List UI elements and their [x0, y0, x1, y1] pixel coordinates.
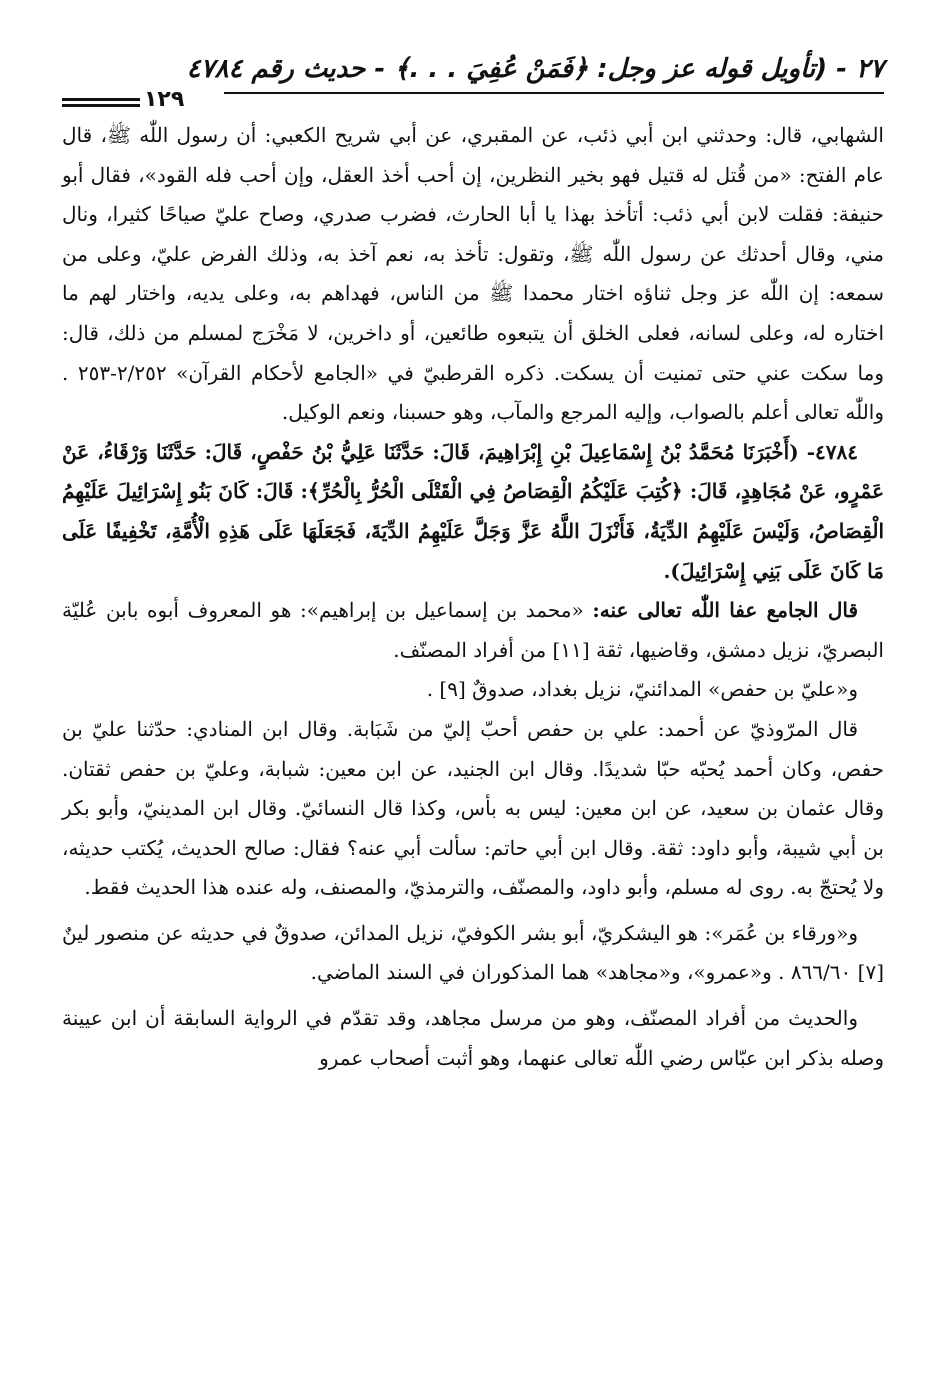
paragraph-narrator-warqa: و«ورقاء بن عُمَر»: هو اليشكريّ، أبو بشر الكوفيّ، نزيل المدائن، صدوقٌ في حديثه عن منصور لينٌ [٧] ٨٦٦/٦٠ . و«عمرو»، و«مجاهد» هما المذكوران في السند الماضي.	[62, 920, 884, 985]
compiler-note-lead: قال الجامع عفا اللّٰه تعالى عنه:	[592, 598, 859, 623]
paragraph-narrator-ali: و«عليّ بن حفص» المدائنيّ، نزيل بغداد، صدوقٌ [٩] .	[426, 677, 858, 702]
header-ornament-bars	[62, 98, 140, 110]
paragraph-narrator-grading: قال المرّوذيّ عن أحمد: علي بن حفص أحبّ إليّ من شَبَابة. وقال ابن المنادي: حدّثنا عليّ بن حفص، وكان أحمد يُحبّه حبّا شديدًا. وقال ابن الجنيد، عن ابن معين: شبابة، وعليّ بن حفص ثقتان. وقال عثمان بن سعيد، عن ابن معين: ليس به بأس، وكذا قال النسائيّ. وقال ابن المدينيّ، وأبو بكر بن أبي شيبة، وأبو داود: ثقة. وقال ابن أبي حاتم: سألت أبي عنه؟ فقال: صالح الحديث، يُكتب حديثه، ولا يُحتجّ به. روى له مسلم، وأبو داود، والمصنّف، والترمذيّ، والمصنف، وله عنده هذا الحديث فقط.	[62, 716, 884, 900]
running-header	[62, 52, 884, 110]
compiler-note-text: «محمد بن إسماعيل بن إبراهيم»: هو المعروف أبوه بابن عُليّة البصريّ، نزيل دمشق، وقاضيها، ثقة [١١] من أفراد المصنّف.	[62, 598, 884, 662]
page-number: ١٢٩	[144, 87, 185, 112]
ornament-bar	[62, 98, 140, 101]
paragraph-narrator-intro	[62, 591, 884, 670]
paragraph-commentary-continuation: الشهابي، قال: وحدثني ابن أبي ذئب، عن المقبري، عن أبي شريح الكعبي: أن رسول اللّٰه ﷺ، قال عام الفتح: «من قُتل له قتيل فهو بخير النظرين، إن أحب أخذ العقل، وإن أحب فله القود»، فقال أبو حنيفة: فقلت لابن أبي ذئب: أتأخذ بهذا يا أبا الحارث، فضرب صدري، وصاح عليّ صياحًا كثيرا، ونال مني، وقال أحدثك عن رسول اللّٰه ﷺ، وتقول: تأخذ به، نعم آخذ به، وذلك الفرض عليّ، وعلى من سمعه: إن اللّٰه عز وجل ثناؤه اختار محمدا ﷺ من الناس، فهداهم به، وعلى يديه، واختار لهم ما اختاره له، وعلى لسانه، فعلى الخلق أن يتبعوه طائعين، أو داخرين، لا مَخْرَج لمسلم من ذلك، قال: وما سكت عني حتى تمنيت أن يسكت. ذكره القرطبيّ في «الجامع لأحكام القرآن» ٢/٢٥٢-٢٥٣ . واللّٰه تعالى أعلم بالصواب، وإليه المرجع والمآب، وهو حسبنا، ونعم الوكيل.	[62, 123, 884, 425]
page-body	[62, 116, 884, 1078]
hadith-text-4784: ٤٧٨٤- (أَخْبَرَنَا مُحَمَّدُ بْنُ إِسْمَاعِيلَ بْنِ إِبْرَاهِيمَ، قَالَ: حَدَّثَنَا عَلِيُّ بْنُ حَفْصٍ، قَالَ: حَدَّثَنَا وَرْقَاءُ، عَنْ عَمْرٍو، عَنْ مُجَاهِدٍ، قَالَ: ﴿كُتِبَ عَلَيْكُمُ الْقِصَاصُ فِي الْقَتْلَى الْحُرُّ بِالْحُرِّ﴾: قَالَ: كَانَ بَنُو إِسْرَائِيلَ عَلَيْهِمُ الْقِصَاصُ، وَلَيْسَ عَلَيْهِمُ الدِّيَةُ، فَأَنْزَلَ اللَّهُ عَزَّ وَجَلَّ عَلَيْهِمُ الدِّيَةَ، فَجَعَلَهَا عَلَى هَذِهِ الْأُمَّةِ، تَخْفِيفًا عَلَى مَا كَانَ عَلَى بَنِي إِسْرَائِيلَ).	[62, 439, 884, 583]
header-title: ٢٧ - (تأويل قوله عز وجل: ﴿فَمَنْ عُفِيَ . . .﴾ - حديث رقم ٤٧٨٤	[186, 54, 884, 84]
paragraph-hadith-analysis: والحديث من أفراد المصنّف، وهو من مرسل مجاهد، وقد تقدّم في الرواية السابقة أن ابن عيينة وصله بذكر ابن عبّاس رضي اللّٰه تعالى عنهما، وهو أثبت أصحاب عمرو	[62, 1006, 884, 1070]
header-rule	[224, 92, 884, 94]
book-page	[62, 52, 884, 1070]
ornament-bar	[62, 104, 140, 107]
